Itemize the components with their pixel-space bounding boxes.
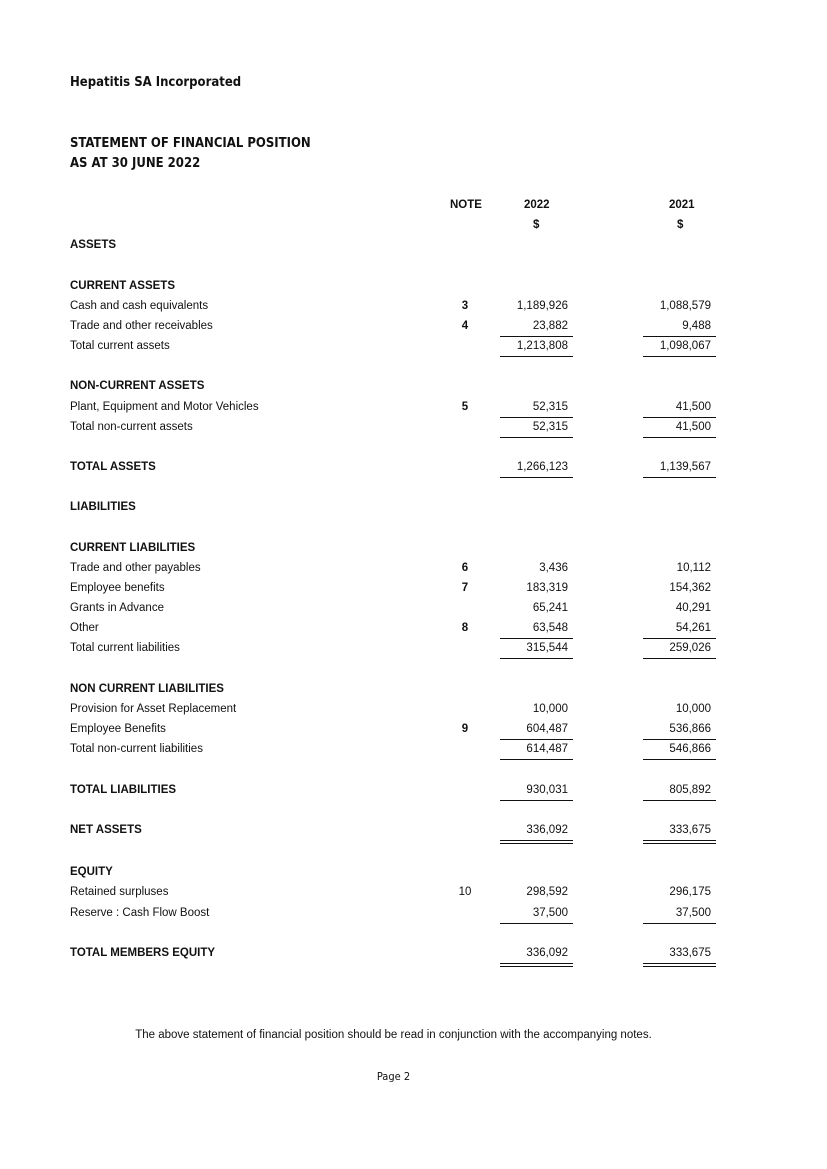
- value-2021: [643, 300, 716, 312]
- year-2021-column-header: 2021: [669, 199, 695, 211]
- value-2021-text: 1,088,579: [659, 300, 711, 312]
- underline: [500, 759, 573, 760]
- underline: [500, 638, 573, 639]
- value-2021-text: 333,675: [669, 947, 711, 959]
- section-heading: LIABILITIES: [70, 501, 136, 513]
- value-2022: [500, 947, 573, 959]
- underline: [643, 417, 716, 418]
- value-2022: [500, 907, 573, 919]
- value-2021-text: 41,500: [675, 421, 711, 433]
- section-heading: CURRENT LIABILITIES: [70, 542, 196, 554]
- line-item-label: Other: [70, 622, 99, 634]
- organization-name: Hepatitis SA Incorporated: [70, 75, 242, 90]
- underline: [500, 417, 573, 418]
- underline: [500, 336, 573, 337]
- value-2021: [643, 824, 716, 836]
- statement-row: [0, 683, 827, 703]
- value-2022: [500, 784, 573, 796]
- value-2022: [500, 300, 573, 312]
- section-heading: EQUITY: [70, 866, 113, 878]
- statement-row: [0, 602, 827, 622]
- value-2022-text: 1,189,926: [516, 300, 568, 312]
- value-2021-text: 1,139,567: [659, 461, 711, 473]
- underline: [500, 800, 573, 801]
- section-heading: NET ASSETS: [70, 824, 142, 836]
- value-2022-text: 336,092: [526, 947, 568, 959]
- note-reference: 7: [461, 582, 469, 594]
- line-item-label: Total non-current assets: [70, 421, 193, 433]
- value-2022-text: 315,544: [526, 642, 568, 654]
- value-2021: [643, 461, 716, 473]
- page-number: Page 2: [376, 1070, 411, 1083]
- value-2022: [500, 340, 573, 352]
- value-2022-text: 37,500: [532, 907, 568, 919]
- statement-row: [0, 622, 827, 642]
- value-2021-text: 9,488: [682, 320, 711, 332]
- statement-row: [0, 421, 827, 441]
- value-2022-text: 3,436: [539, 562, 568, 574]
- value-2021: [643, 340, 716, 352]
- underline: [643, 658, 716, 659]
- currency-2021-label: $: [677, 219, 684, 231]
- underline: [643, 356, 716, 357]
- line-item-label: Total current assets: [70, 340, 170, 352]
- underline: [643, 800, 716, 801]
- statement-row: [0, 542, 827, 562]
- value-2021: [643, 907, 716, 919]
- value-2022: [500, 320, 573, 332]
- value-2022-text: 63,548: [532, 622, 568, 634]
- value-2022-text: 65,241: [532, 602, 568, 614]
- note-reference: 3: [461, 300, 469, 312]
- line-item-label: Provision for Asset Replacement: [70, 703, 237, 715]
- statement-row: [0, 886, 827, 906]
- value-2021-text: 546,866: [669, 743, 711, 755]
- statement-row: [0, 642, 827, 662]
- value-2022-text: 1,266,123: [516, 461, 568, 473]
- value-2022: [500, 723, 573, 735]
- value-2022: [500, 602, 573, 614]
- value-2022-text: 336,092: [526, 824, 568, 836]
- value-2021: [643, 320, 716, 332]
- footer-note: The above statement of financial position should be read in conjunction with the accompanying notes.: [135, 1029, 652, 1041]
- value-2021-text: 154,362: [669, 582, 711, 594]
- note-reference: 4: [461, 320, 469, 332]
- year-2022-column-header: 2022: [524, 199, 550, 211]
- underline: [500, 739, 573, 740]
- value-2021-text: 1,098,067: [659, 340, 711, 352]
- statement-row: [0, 401, 827, 421]
- value-2021: [643, 582, 716, 594]
- section-heading: TOTAL MEMBERS EQUITY: [70, 947, 216, 959]
- value-2021-text: 259,026: [669, 642, 711, 654]
- note-reference: 8: [461, 622, 469, 634]
- note-reference: 6: [461, 562, 469, 574]
- line-item-label: Trade and other receivables: [70, 320, 213, 332]
- statement-row: [0, 866, 827, 886]
- underline: [500, 658, 573, 659]
- statement-title: STATEMENT OF FINANCIAL POSITION: [70, 136, 311, 151]
- value-2021: [643, 723, 716, 735]
- statement-row: [0, 582, 827, 602]
- statement-row: [0, 280, 827, 300]
- section-heading: NON CURRENT LIABILITIES: [70, 683, 224, 695]
- value-2021: [643, 743, 716, 755]
- line-item-label: Retained surpluses: [70, 886, 169, 898]
- value-2022-text: 930,031: [526, 784, 568, 796]
- underline: [643, 477, 716, 478]
- line-item-label: Grants in Advance: [70, 602, 164, 614]
- value-2021-text: 536,866: [669, 723, 711, 735]
- currency-2022-label: $: [533, 219, 540, 231]
- statement-row: [0, 340, 827, 360]
- value-2021: [643, 622, 716, 634]
- note-reference: 9: [461, 723, 469, 735]
- value-2021-text: 10,000: [675, 703, 711, 715]
- underline: [643, 437, 716, 438]
- value-2022: [500, 582, 573, 594]
- statement-row: [0, 907, 827, 927]
- statement-row: [0, 947, 827, 967]
- statement-row: [0, 501, 827, 521]
- statement-row: [0, 723, 827, 743]
- line-item-label: Plant, Equipment and Motor Vehicles: [70, 401, 259, 413]
- line-item-label: Employee benefits: [70, 582, 165, 594]
- value-2022: [500, 562, 573, 574]
- value-2021: [643, 421, 716, 433]
- value-2021: [643, 602, 716, 614]
- statement-row: [0, 320, 827, 340]
- double-underline: [500, 963, 573, 967]
- note-reference: 10: [458, 886, 472, 898]
- value-2022: [500, 642, 573, 654]
- underline: [500, 477, 573, 478]
- underline: [500, 356, 573, 357]
- value-2021-text: 296,175: [669, 886, 711, 898]
- statement-row: [0, 461, 827, 481]
- value-2021: [643, 703, 716, 715]
- line-item-label: Employee Benefits: [70, 723, 166, 735]
- value-2022-text: 298,592: [526, 886, 568, 898]
- value-2022-text: 52,315: [532, 401, 568, 413]
- statement-row: [0, 824, 827, 844]
- value-2022: [500, 401, 573, 413]
- value-2022-text: 23,882: [532, 320, 568, 332]
- note-reference: 5: [461, 401, 469, 413]
- value-2021-text: 54,261: [675, 622, 711, 634]
- section-heading: TOTAL LIABILITIES: [70, 784, 177, 796]
- value-2021: [643, 401, 716, 413]
- value-2022: [500, 703, 573, 715]
- statement-date: AS AT 30 JUNE 2022: [70, 156, 201, 171]
- value-2021: [643, 562, 716, 574]
- value-2021-text: 805,892: [669, 784, 711, 796]
- statement-row: [0, 239, 827, 259]
- section-heading: TOTAL ASSETS: [70, 461, 156, 473]
- value-2022: [500, 824, 573, 836]
- value-2022: [500, 886, 573, 898]
- value-2021-text: 10,112: [676, 562, 711, 574]
- statement-row: [0, 743, 827, 763]
- line-item-label: Reserve : Cash Flow Boost: [70, 907, 210, 919]
- statement-row: [0, 380, 827, 400]
- line-item-label: Total current liabilities: [70, 642, 180, 654]
- value-2022: [500, 743, 573, 755]
- note-column-header: NOTE: [450, 199, 482, 211]
- value-2021: [643, 784, 716, 796]
- underline: [500, 437, 573, 438]
- statement-row: [0, 300, 827, 320]
- value-2021-text: 41,500: [675, 401, 711, 413]
- underline: [643, 336, 716, 337]
- double-underline: [500, 840, 573, 844]
- underline: [643, 759, 716, 760]
- value-2021: [643, 886, 716, 898]
- value-2022-text: 1,213,808: [516, 340, 568, 352]
- value-2022: [500, 622, 573, 634]
- underline: [643, 638, 716, 639]
- double-underline: [643, 963, 716, 967]
- statement-row: [0, 703, 827, 723]
- underline: [643, 923, 716, 924]
- value-2022-text: 604,487: [526, 723, 568, 735]
- line-item-label: Total non-current liabilities: [70, 743, 203, 755]
- value-2022-text: 614,487: [526, 743, 568, 755]
- value-2021: [643, 947, 716, 959]
- value-2021-text: 333,675: [669, 824, 711, 836]
- value-2022: [500, 421, 573, 433]
- section-heading: NON-CURRENT ASSETS: [70, 380, 205, 392]
- value-2021: [643, 642, 716, 654]
- value-2021-text: 40,291: [675, 602, 711, 614]
- line-item-label: Cash and cash equivalents: [70, 300, 209, 312]
- line-item-label: Trade and other payables: [70, 562, 201, 574]
- value-2022-text: 10,000: [532, 703, 568, 715]
- value-2022-text: 52,315: [532, 421, 568, 433]
- underline: [500, 923, 573, 924]
- statement-row: [0, 784, 827, 804]
- value-2021-text: 37,500: [675, 907, 711, 919]
- statement-row: [0, 562, 827, 582]
- underline: [643, 739, 716, 740]
- double-underline: [643, 840, 716, 844]
- value-2022-text: 183,319: [526, 582, 568, 594]
- section-heading: CURRENT ASSETS: [70, 280, 175, 292]
- value-2022: [500, 461, 573, 473]
- section-heading: ASSETS: [70, 239, 117, 251]
